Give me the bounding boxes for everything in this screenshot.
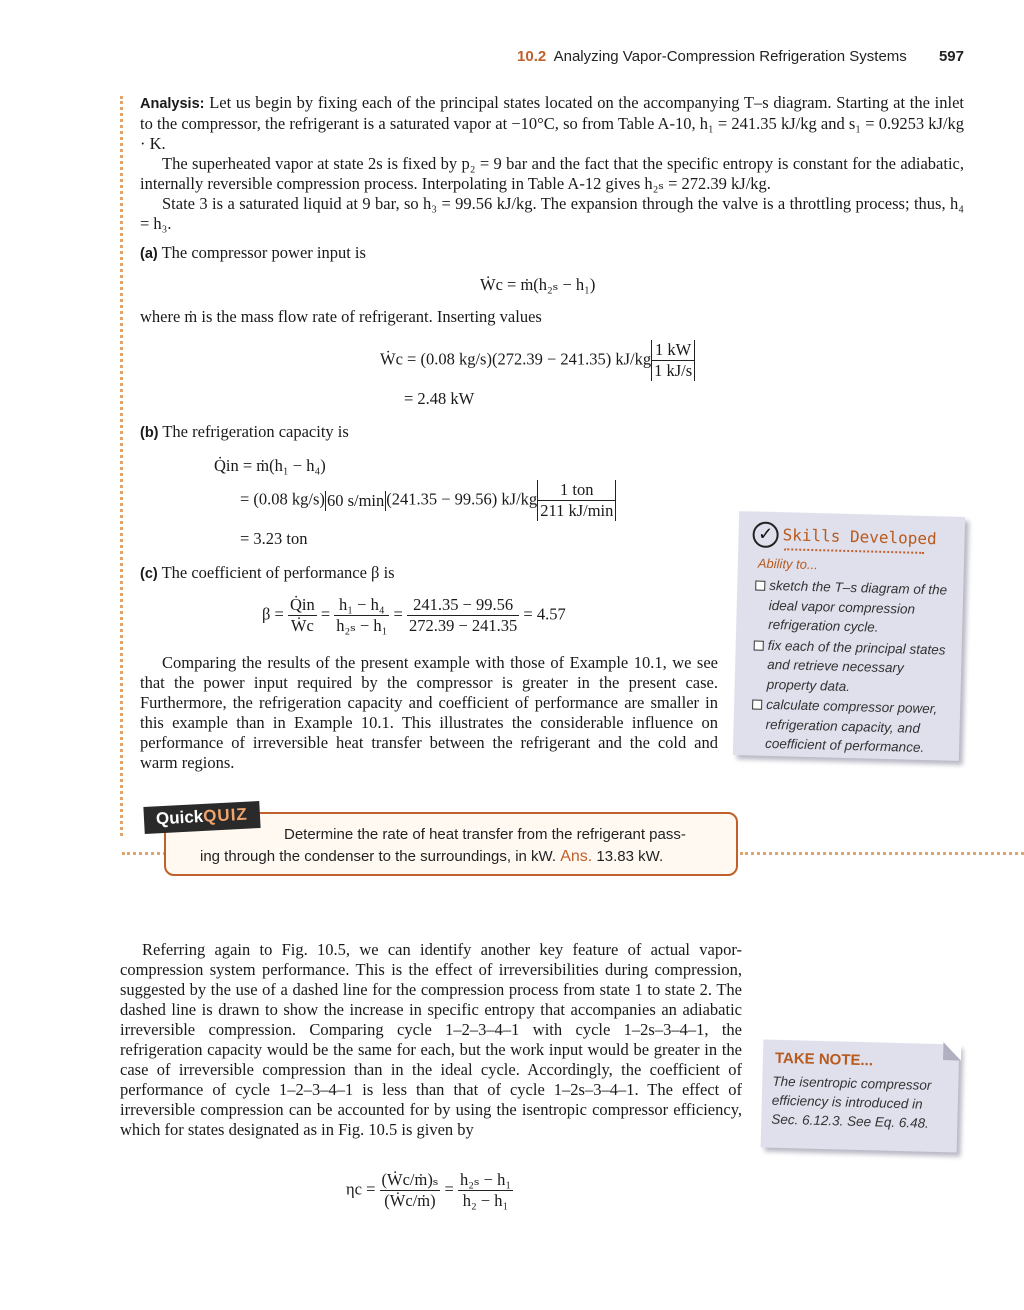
part-b-intro bbox=[140, 422, 964, 443]
part-c-intro bbox=[140, 563, 730, 584]
part-a-label: (a) bbox=[140, 246, 158, 262]
part-b-label: (b) bbox=[140, 425, 159, 441]
time-conversion: 60 s/min bbox=[326, 490, 385, 510]
analysis-paragraph-2: The superheated vapor at state 2s is fixed by p₂ = 9 bar and the fact that the specific entropy is constant for the adiabatic, internally reversible compression process. Interpolating in Table A-12 gives h₂ₛ = 272.39 kJ/kg. bbox=[140, 154, 964, 193]
analysis-paragraph-3: State 3 is a saturated liquid at 9 bar, so h₃ = 99.56 kJ/kg. The expansion through the valve is a throttling process; thus, h₄ = h₃. bbox=[140, 194, 964, 233]
unit-den: 1 kJ/s bbox=[654, 361, 693, 380]
unit-conversion-kw bbox=[651, 340, 695, 381]
eta-equals: = bbox=[444, 1179, 454, 1199]
cop-f3-den: 272.39 − 241.35 bbox=[408, 616, 518, 635]
analysis-label: Analysis: bbox=[140, 96, 205, 112]
quiz-tag-quiz: QUIZ bbox=[202, 804, 249, 826]
take-note-title: TAKE NOTE... bbox=[774, 1049, 874, 1070]
quiz-line-2: ing through the condenser to the surroundings, in kW. bbox=[200, 848, 557, 865]
body-paragraph: Referring again to Fig. 10.5, we can identify another key feature of actual vapor-compression system performance. This is the effect of irreversibilities during compression, suggested by the use of a dashed line for the compression process from state 1 to state 2. The dashed line is drawn to show the increase in specific entropy that accompanies an adiabatic irreversible compression. Comparing cycle 1–2–3–4–1 with cycle 1–2s–3–4–1, the refrigeration capacity would be the same for each, but the work input would be greater in the case of irreversible compression than in the ideal cycle. Accordingly, the coefficient of performance of cycle 1–2–3–4–1 is less than that of cycle 1–2s–3–4–1. The effect of irreversible compression can be accounted for by using the isentropic compressor efficiency, which for states designated as in Fig. 10.5 is given by bbox=[120, 940, 742, 1139]
list-item bbox=[754, 576, 955, 640]
eta-fraction-2 bbox=[458, 1170, 513, 1211]
ton-den: 211 kJ/min bbox=[540, 501, 614, 520]
cop-f1-num: Q̇in bbox=[289, 595, 315, 614]
mass-flow-sentence: where ṁ is the mass flow rate of refrigerant. Inserting values bbox=[140, 307, 542, 326]
skill-text-1: sketch the T–s diagram of the ideal vapor compression refrigeration cycle. bbox=[768, 577, 948, 635]
comparison-paragraph: Comparing the results of the present example with those of Example 10.1, we see that the power input required by the compressor is greater in the present case. Furthermore, the refrigeration capacity and coefficient of performance are smaller in this example than in Example 10.1. This illustrates the considerable influence on performance of irreversible heat transfer between the refrigerant and the cold and warm regions. bbox=[140, 653, 718, 772]
ton-num: 1 ton bbox=[538, 480, 615, 501]
take-note-text: The isentropic compressor efficiency is introduced in Sec. 6.12.3. See Eq. 6.48. bbox=[771, 1073, 932, 1131]
refrigeration-capacity-calculation bbox=[240, 480, 616, 521]
margin-dotted-rule bbox=[120, 96, 123, 836]
page-fold-corner bbox=[943, 1042, 961, 1060]
part-a-text: The compressor power input is bbox=[161, 243, 366, 262]
equals-sign-1: = bbox=[320, 604, 331, 624]
cop-f1-den: Ẇc bbox=[290, 616, 314, 635]
skills-ability: Ability to... bbox=[757, 555, 819, 573]
eta-f1-den: (Ẇc/ṁ) bbox=[384, 1191, 436, 1210]
eta-fraction-1 bbox=[380, 1170, 441, 1211]
skills-title-text: Skills Developed bbox=[782, 525, 937, 549]
equals-sign-2: = bbox=[393, 604, 403, 624]
analysis-block bbox=[140, 93, 964, 234]
beta-symbol: β = bbox=[262, 604, 284, 624]
unit-num: 1 kW bbox=[652, 340, 694, 361]
part-a-intro bbox=[140, 243, 964, 264]
quiz-question bbox=[200, 824, 730, 868]
unit-conversion-ton bbox=[537, 480, 616, 521]
cop-f2-den: h₂ₛ − h₁ bbox=[336, 616, 388, 635]
quiz-answer-value: 13.83 kW. bbox=[596, 848, 664, 865]
cop-f2-num: h₁ − h₄ bbox=[334, 595, 389, 616]
eta-f1-num: (Ẇc/ṁ)ₛ bbox=[381, 1170, 439, 1189]
quiz-tag-quick: Quick bbox=[155, 806, 204, 829]
page-number: 597 bbox=[938, 48, 964, 65]
quiz-line-1: Determine the rate of heat transfer from the refrigerant pass- bbox=[284, 826, 686, 843]
refrigeration-capacity-result: = 3.23 ton bbox=[240, 529, 308, 548]
analysis-text-1: Let us begin by fixing each of the principal states located on the accompanying T–s diagram. Starting at the inlet to the compressor, the refrigerant is a saturated vapor at −10°C, so from Table A-10, h₁ = 241.35 kJ/kg and s₁ = 0.9253 kJ/kg · K. bbox=[140, 93, 964, 153]
take-note-box bbox=[761, 1039, 960, 1152]
cop-fraction-2 bbox=[334, 595, 389, 636]
compressor-power-calculation bbox=[380, 340, 695, 381]
capacity-calc-right: (241.35 − 99.56) kJ/kg bbox=[386, 489, 538, 509]
quiz-dotted-rule-right bbox=[740, 852, 1024, 855]
list-item bbox=[752, 635, 953, 699]
cop-fraction-1 bbox=[288, 595, 317, 636]
quiz-dotted-rule-left bbox=[122, 852, 166, 855]
skill-text-2: fix each of the principal states and retrieve necessary property data. bbox=[766, 637, 946, 694]
checkbox-icon bbox=[752, 699, 762, 709]
compressor-power-equation: Ẇc = ṁ(h₂ₛ − h₁) bbox=[480, 275, 596, 294]
analysis-paragraph-1 bbox=[140, 93, 964, 154]
quick-quiz-box bbox=[155, 804, 738, 876]
capacity-calc-left: = (0.08 kg/s) bbox=[240, 489, 325, 509]
skills-list bbox=[751, 576, 956, 760]
checkmark-icon: ✓ bbox=[752, 521, 779, 548]
cop-f3-num: 241.35 − 99.56 bbox=[407, 595, 519, 616]
cop-result: = 4.57 bbox=[523, 604, 566, 624]
refrigeration-capacity-equation: Q̇in = ṁ(h₁ − h₄) bbox=[214, 456, 326, 475]
checkbox-icon bbox=[755, 581, 765, 591]
eta-f2-den: h₂ − h₁ bbox=[462, 1191, 509, 1210]
compressor-power-result: = 2.48 kW bbox=[404, 389, 475, 408]
cop-fraction-3 bbox=[407, 595, 519, 636]
power-calc-left: Ẇc = (0.08 kg/s)(272.39 − 241.35) kJ/kg bbox=[380, 349, 652, 369]
section-number: 10.2 bbox=[517, 48, 547, 65]
running-header bbox=[517, 48, 964, 65]
cop-equation bbox=[262, 595, 566, 636]
isentropic-efficiency-equation bbox=[346, 1170, 513, 1211]
eta-symbol: ηc = bbox=[346, 1179, 376, 1199]
part-c-label: (c) bbox=[140, 566, 158, 582]
checkbox-icon bbox=[754, 640, 764, 650]
list-item bbox=[751, 694, 952, 758]
part-b-text: The refrigeration capacity is bbox=[162, 422, 349, 441]
quiz-answer-label: Ans. bbox=[560, 848, 593, 865]
skills-developed-box bbox=[733, 511, 965, 761]
part-c-text: The coefficient of performance β is bbox=[161, 563, 395, 582]
section-title: Analyzing Vapor-Compression Refrigeration Systems bbox=[553, 48, 907, 65]
skills-title bbox=[752, 521, 937, 552]
eta-f2-num: h₂ₛ − h₁ bbox=[459, 1170, 512, 1189]
skill-text-3: calculate compressor power, refrigeration capacity, and coefficient of performance. bbox=[764, 696, 938, 756]
